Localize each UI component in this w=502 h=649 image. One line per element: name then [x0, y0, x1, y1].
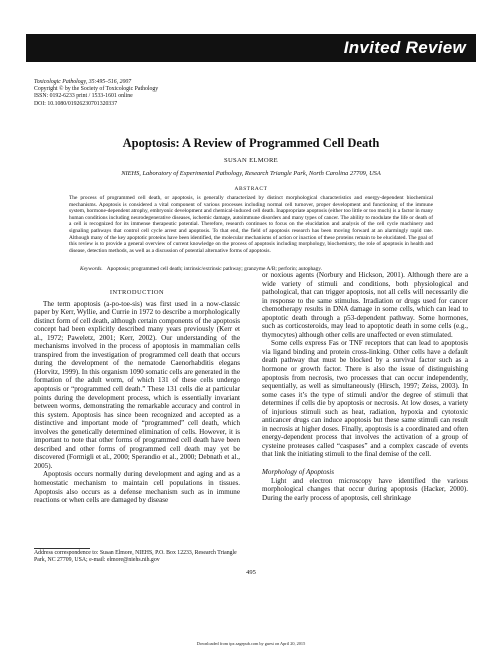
abstract-text: The process of programmed cell death, or apoptosis, is generally characterized by distinct morphological characteristics and energy-dependent biochemical mechanisms. Apoptosis is considered a vital component of various processes including normal cell turnover, proper development and functioning of the immune system, hormone-dependent atrophy, embryonic development and chemical-induced cell death. Inappropriate apoptosis (either too little or too much) is a factor in many human conditions including neurodegenerative diseases, ischemic damage, autoimmune disorders and many types of cancer. The ability to modulate the life or death of a cell is recognized for its immense therapeutic potential. Therefore, research continues to focus on the elucidation and analysis of the cell cycle machinery and signaling pathways that control cell cycle arrest and apoptosis. To that end, the field of apoptosis research has been moving forward at an alarmingly rapid rate. Although many of the key apoptotic proteins have been identified, the molecular mechanisms of action or inaction of these proteins remain to be elucidated. The goal of this review is to provide a general overview of current knowledge on the process of apoptosis including morphology, biochemistry, the role of apoptosis in health and disease, detection methods, as well as a discussion of potential alternative forms of apoptosis. [69, 195, 433, 254]
issn-line: ISSN: 0192-6233 print / 1533-1601 online [34, 93, 133, 100]
abstract-heading: ABSTRACT [234, 186, 268, 192]
journal-citation: Toxicologic Pathology, 35:495–516, 2007 [34, 79, 132, 85]
banner-label: Invited Review [343, 38, 466, 57]
body-paragraph: or noxious agents (Norbury and Hickson, 2001). Although there are a wide variety of stimuli and conditions, both physiological and pathological, that can trigger apoptosis, not all cells will necessarily die in response to the same stimulus. Irradiation or drugs used for cancer chemotherapy results in DNA damage in some cells, which can lead to apoptotic death through a p53-dependent pathway. Some hormones, such as corticosteroids, may lead to apoptotic death in some cells (e.g., thymocytes) although other cells are unaffected or even stimulated. [262, 271, 468, 339]
author-name: SUSAN ELMORE [224, 157, 278, 164]
copyright-line: Copyright © by the Society of Toxicologic Pathology [34, 86, 159, 93]
correspondence-footnote: Address correspondence to: Susan Elmore, NIEHS, P.O. Box 12233, Research Triangle Park, NC 27709, USA; e-mail: elmore@niehs.nih.gov [34, 550, 237, 563]
author-affiliation: NIEHS, Laboratory of Experimental Pathology, Research Triangle Park, North Carolina 27709, USA [121, 170, 381, 177]
article-title: Apoptosis: A Review of Programmed Cell Death [122, 136, 380, 150]
footnote-divider [34, 548, 90, 549]
invited-review-banner [26, 34, 476, 62]
keywords-text: Apoptosis; programmed cell death; intrinsic/extrinsic pathway; granzyme A/B; perforin; autophagy. [106, 266, 322, 272]
left-column [34, 289, 240, 505]
body-paragraph: Some cells express Fas or TNF receptors that can lead to apoptosis via ligand binding and protein cross-linking. Other cells have a default death pathway that must be blocked by a survival factor such as a hormone or growth factor. There is also the issue of distinguishing apoptosis from necrosis, two processes that can occur independently, sequentially, as well as simultaneously (Hirsch, 1997; Zeiss, 2003). In some cases it’s the type of stimuli and/or the degree of stimuli that determines if cells die by apoptosis or necrosis. At low doses, a variety of injurious stimuli such as heat, radiation, hypoxia and cytotoxic anticancer drugs can induce apoptosis but these same stimuli can result in necrosis at higher doses. Finally, apoptosis is a coordinated and often energy-dependent process that involves the activation of a group of cysteine proteases called “caspases” and a complex cascade of events that link the initiating stimuli to the final demise of the cell. [262, 339, 468, 459]
doi-line: DOI: 10.1080/01926230701320337 [34, 100, 118, 107]
intro-paragraph: Apoptosis occurs normally during development and aging and as a homeostatic mechanism to maintain cell populations in tissues. Apoptosis also occurs as a defense mechanism such as in immune reactions or when cells are damaged by disease [34, 470, 240, 505]
journal-meta [34, 79, 158, 108]
keywords-label: Keywords. [80, 266, 103, 272]
morphology-paragraph: Light and electron microscopy have identified the various morphological changes that occur during apoptosis (Hacker, 2000). During the early process of apoptosis, cell shrinkage [262, 476, 468, 502]
introduction-heading: INTRODUCTION [109, 289, 165, 296]
right-column [262, 271, 468, 502]
download-note: Downloaded from tpx.sagepub.com by guest on April 20, 2015 [196, 641, 306, 646]
page-number: 495 [246, 569, 256, 576]
intro-paragraph: The term apoptosis (a-po-toe-sis) was first used in a now-classic paper by Kerr, Wyllie, and Currie in 1972 to describe a morphologically distinct form of cell death, although certain components of the apoptosis concept had been explicitly described many years previously (Kerr et al., 1972; Paweletz, 2001; Kerr, 2002). Our understanding of the mechanisms involved in the process of apoptosis in mammalian cells transpired from the investigation of programmed cell death that occurs during the development of the nematode Caenorhabditis elegans (Horvitz, 1999). In this organism 1090 somatic cells are generated in the formation of the adult worm, of which 131 of these cells undergo apoptosis or “programmed cell death.” These 131 cells die at particular points during the development process, which is essentially invariant between worms, demonstrating the remarkable accuracy and control in this system. Apoptosis has since been recognized and accepted as a distinctive and important mode of “programmed” cell death, which involves the genetically determined elimination of cells. However, it is important to note that other forms of programmed cell death have been described and other forms of programmed cell death may yet be discovered (Formigli et al., 2000; Sperandio et al., 2000; Debnath et al., 2005). [34, 299, 240, 470]
morphology-subheading: Morphology of Apoptosis [262, 468, 334, 477]
